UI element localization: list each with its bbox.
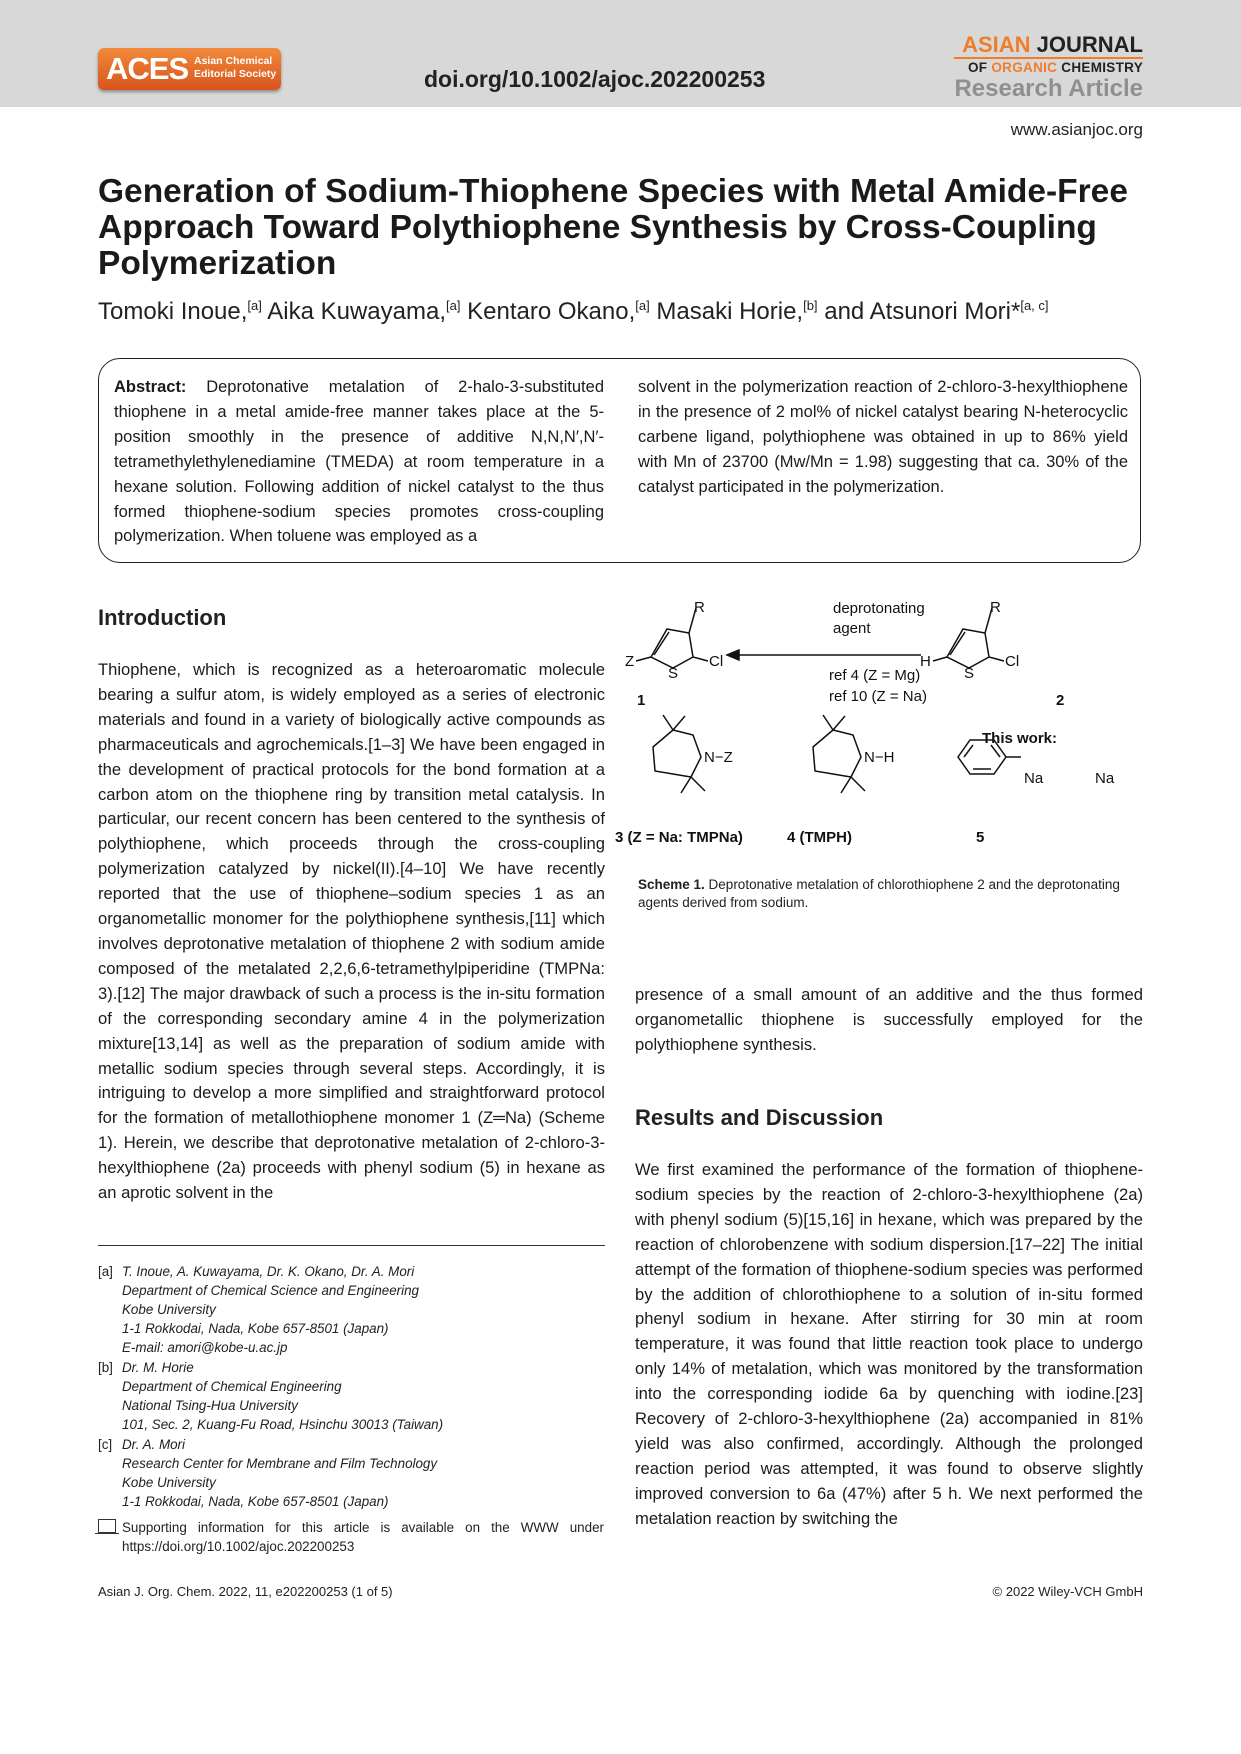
author-affiliation: [a] bbox=[247, 298, 262, 313]
footnote-divider bbox=[98, 1245, 605, 1246]
author: Aika Kuwayama, bbox=[267, 298, 446, 325]
aces-logo-text: ACES bbox=[106, 51, 189, 86]
scheme-compound-5-label: 5 bbox=[976, 829, 985, 846]
author-affiliation: [a] bbox=[635, 298, 650, 313]
scheme-caption-label: Scheme 1. bbox=[638, 877, 705, 892]
scheme-cl-label: Cl bbox=[1005, 653, 1020, 670]
footnote-text: T. Inoue, A. Kuwayama, Dr. K. Okano, Dr. A. Mori Department of Chemical Science and Engineering Kobe University 1-1 Rokkodai, Nada, Kobe 657-8501 (Japan) E-mail: amori@kobe-u.ac.jp bbox=[122, 1264, 419, 1355]
introduction-paragraph: Thiophene, which is recognized as a heteroaromatic molecule bearing a sulfur atom, is widely employed as a series of electronic materials and found in a variety of biologically active compounds as pharmaceuticals and agrochemicals.[1–3] We have been engaged in the development of practical protocols for the bond formation at a carbon atom on the thiophene ring by transition metal catalysis. In particular, our recent concern has been centered to the synthesis of polythiophene, which proceeds through the cross-coupling polymerization catalyzed by nickel(II).[4–10] We have recently reported that the use of thiophene–sodium species 1 as an organometallic monomer for the polythiophene synthesis,[11] which involves deprotonative metalation of thiophene 2 with sodium amide composed of the metalated 2,2,6,6-tetramethylpiperidine (TMPNa: 3).[12] The major drawback of such a process is the in-situ formation of the corresponding secondary amine 4 in the polymerization mixture[13,14] as well as the preparation of sodium amide with metallic sodium species through several steps. Accordingly, it is intriguing to develop a more simplified and straightforward protocol for the formation of metallothiophene monomer 1 (Z═Na) (Scheme 1). Herein, we describe that deprotonative metalation of 2-chloro-3-hexylthiophene (2a) proceeds with phenyl sodium (5) in hexane as an aprotic solvent in the bbox=[98, 660, 605, 1203]
article-type: Research Article bbox=[954, 75, 1143, 102]
abstract-column-right: solvent in the polymerization reaction of 2-chloro-3-hexylthiophene in the presence of 2 mol% of nickel catalyst bearing N-heterocyclic carbene ligand, polythiophene was obtained in up to 86% yield with Mn of 23700 (Mw/Mn = 1.98) suggesting that ca. 30% of the catalyst participated in the polymerization. bbox=[638, 378, 1128, 496]
results-paragraph: We first examined the performance of the formation of thiophene-sodium species by the reaction of 2-chloro-3-hexylthiophene (2a) with phenyl sodium (5)[15,16] in hexane, which was prepared by the reaction of chlorobenzene with sodium dispersion.[17–22] The initial attempt of the formation of thiophene-sodium species was performed by the addition of chlorothiophene to a solution of in-situ formed phenyl sodium in hexane. After stirring for 30 min at room temperature, it was found that little reaction took place to undergo only 14% of metalation, which was monitored by the transformation into the corresponding iodide 6a by quenching with iodine.[23] Recovery of 2-chloro-3-hexylthiophene (2a) accompanied in 81% yield was also confirmed, accordingly. Although the prolonged reaction period was attempted, it was found to observe slightly improved conversion to 6a (47%) after 5 h. We next performed the metalation reaction by switching the bbox=[635, 1160, 1143, 1528]
journal-logo bbox=[954, 33, 1143, 102]
author: and Atsunori Mori* bbox=[824, 298, 1021, 325]
journal-website-link[interactable]: www.asianjoc.org bbox=[1010, 120, 1143, 139]
scheme-compound-3-label: 3 (Z = Na: TMPNa) bbox=[615, 829, 743, 846]
footnote-text: Dr. A. Mori Research Center for Membrane and Film Technology Kobe University 1-1 Rokkodai, Nada, Kobe 657-8501 (Japan) bbox=[122, 1437, 438, 1509]
abstract-column-left bbox=[114, 375, 604, 549]
scheme-1-figure bbox=[615, 595, 1115, 857]
scheme-compound-number: 1 bbox=[637, 692, 646, 709]
scheme-r-label: R bbox=[694, 599, 705, 616]
scheme-nh-label: N−H bbox=[864, 749, 895, 766]
scheme-caption-text: Deprotonative metalation of chlorothiophene 2 and the deprotonating agents derived from sodium. bbox=[638, 877, 1120, 910]
article-title: Generation of Sodium-Thiophene Species with Metal Amide-Free Approach Toward Polythiophene Synthesis by Cross-Coupling Polymerization bbox=[98, 173, 1128, 282]
aces-logo-subtitle: Asian Chemical Editorial Society bbox=[194, 55, 277, 80]
scheme-s-label: S bbox=[668, 665, 679, 682]
scheme-h-label: H bbox=[920, 653, 931, 670]
author-list bbox=[98, 298, 1049, 326]
footer-citation: Asian J. Org. Chem. 2022, 11, e202200253 (1 of 5) bbox=[98, 1584, 393, 1599]
author-affiliation: [a, c] bbox=[1020, 298, 1049, 313]
results-heading: Results and Discussion bbox=[635, 1105, 884, 1130]
footnote-tag: [c] bbox=[98, 1437, 113, 1452]
author-affiliation: [a] bbox=[445, 298, 461, 313]
doi-link[interactable]: doi.org/10.1002/ajoc.202200253 bbox=[424, 66, 766, 92]
scheme-s-label: S bbox=[964, 665, 975, 682]
journal-name-line-1: ASIAN JOURNAL bbox=[954, 33, 1143, 59]
scheme-r-label: R bbox=[990, 599, 1001, 616]
scheme-na-label: Na bbox=[1095, 770, 1115, 787]
scheme-this-work-label: This work: bbox=[982, 730, 1058, 747]
scheme-ref-label: ref 10 (Z = Na) bbox=[829, 688, 927, 705]
footnote-text: Dr. M. Horie Department of Chemical Engineering National Tsing-Hua University 101, Sec. 2, Kuang-Fu Road, Hsinchu 30013 (Taiwan) bbox=[122, 1360, 444, 1432]
journal-name-line-2: OF ORGANIC CHEMISTRY bbox=[967, 60, 1143, 75]
footnote-tag: [b] bbox=[98, 1360, 113, 1375]
scheme-compound-number: 2 bbox=[1056, 692, 1065, 709]
scheme-arrow-label: agent bbox=[833, 620, 871, 637]
scheme-na-label: Na bbox=[1024, 770, 1044, 787]
footnote-tag: [a] bbox=[98, 1264, 113, 1279]
scheme-cl-label: Cl bbox=[709, 653, 724, 670]
author: Tomoki Inoue, bbox=[98, 298, 248, 325]
abstract-label: Abstract: bbox=[114, 378, 187, 396]
scheme-compound-4-label: 4 (TMPH) bbox=[787, 829, 852, 846]
computer-icon bbox=[98, 1519, 116, 1533]
scheme-arrow-label: deprotonating bbox=[833, 600, 925, 617]
supporting-information-text[interactable]: Supporting information for this article is available on the WWW under https://doi.org/10.1002/ajoc.202200253 bbox=[122, 1520, 604, 1554]
scheme-nz-label: N−Z bbox=[704, 749, 733, 766]
scheme-z-label: Z bbox=[625, 653, 635, 670]
author: Kentaro Okano, bbox=[467, 298, 636, 325]
scheme-ref-label: ref 4 (Z = Mg) bbox=[829, 667, 921, 684]
author: Masaki Horie, bbox=[656, 298, 804, 325]
author-affiliation: [b] bbox=[803, 298, 818, 313]
introduction-heading: Introduction bbox=[98, 605, 227, 630]
scheme-caption bbox=[638, 876, 1142, 912]
introduction-continued-paragraph: presence of a small amount of an additive and the thus formed organometallic thiophene is successfully employed for the polythiophene synthesis. bbox=[635, 985, 1143, 1054]
footer-copyright: © 2022 Wiley-VCH GmbH bbox=[992, 1584, 1143, 1599]
abstract-box bbox=[98, 358, 1141, 563]
abstract-text-left: Deprotonative metalation of 2-halo-3-substituted thiophene in a metal amide-free manner takes place at the 5-position smoothly in the presence of additive N,N,N′,N′-tetramethylethylenediamine (TMEDA) at room temperature in a hexane solution. Following addition of nickel catalyst to the thus formed thiophene-sodium species promotes cross-coupling polymerization. When toluene was employed as a bbox=[114, 378, 604, 546]
aces-logo[interactable] bbox=[98, 48, 281, 90]
